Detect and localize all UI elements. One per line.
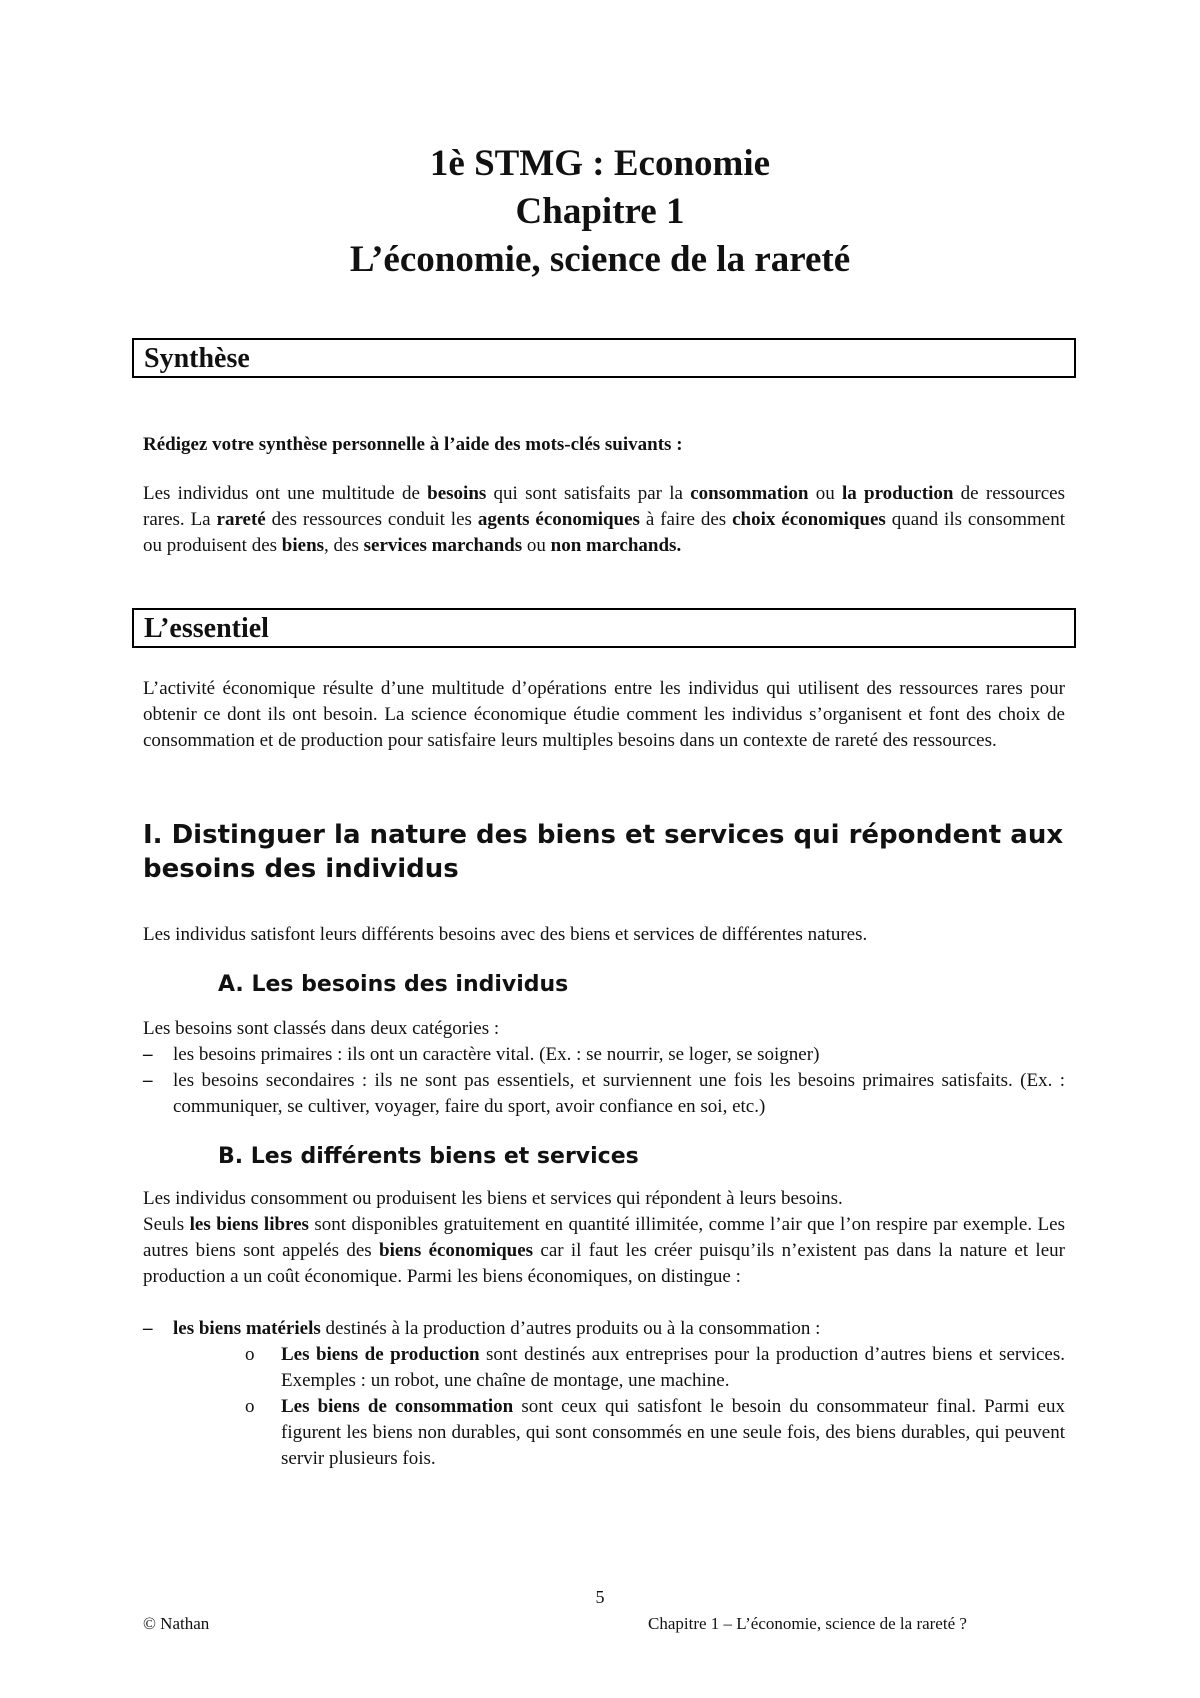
keyword-agents: agents économiques <box>477 509 640 530</box>
section-1-intro: Les individus satisfont leurs différents besoins avec des biens et services de différentes natures. <box>143 924 868 945</box>
circle-bullet: o <box>245 1396 255 1417</box>
keyword-production: la production <box>841 483 954 504</box>
biens-list <box>143 1316 1065 1342</box>
section-b-para-2: Seuls les biens libres sont disponibles gratuitement en quantité illimitée, comme l’air que l’on respire par exemple. Les autres biens sont appelés des biens économiques car il faut les créer puisqu’ils n’existent pas dans la nature et leur production a un coût économique. Parmi les biens économiques, on distingue : <box>143 1214 1065 1287</box>
keyword-biens-libres: les biens libres <box>189 1214 309 1235</box>
biens-sublist <box>245 1342 1065 1472</box>
keyword-biens-production: Les biens de production <box>281 1344 480 1365</box>
essentiel-header-box <box>132 608 1076 648</box>
title-topic: L’économie, science de la rareté <box>349 239 851 280</box>
keyword-services-marchands: services marchands <box>363 535 523 556</box>
dash-bullet: – <box>143 1070 153 1091</box>
section-b-heading: B. Les différents biens et services <box>218 1144 639 1169</box>
list-item: – les besoins primaires : ils ont un caractère vital. (Ex. : se nourrir, se loger, se soigner) <box>143 1042 1065 1068</box>
synthese-header-box <box>132 338 1076 378</box>
keyword-choix: choix économiques <box>732 509 886 530</box>
keyword-biens-economiques: biens économiques <box>379 1240 534 1261</box>
synthese-paragraph: Les individus ont une multitude de besoins qui sont satisfaits par la consommation ou la production de ressources rares. La rareté des ressources conduit les agents économiques à faire des choix économiques quand ils consomment ou produisent des biens, des services marchands ou non marchands. <box>143 483 1065 556</box>
title-chapter: Chapitre 1 <box>515 191 685 232</box>
list-item: – les biens matériels destinés à la production d’autres produits ou à la consommation : <box>143 1316 1065 1342</box>
synthese-heading: Synthèse <box>144 343 250 374</box>
keyword-biens-consommation: Les biens de consommation <box>281 1396 514 1417</box>
title-course: 1è STMG : Economie <box>429 143 771 184</box>
section-a-intro: Les besoins sont classés dans deux catégories : <box>143 1018 500 1039</box>
list-item: – les besoins secondaires : ils ne sont pas essentiels, et surviennent une fois les besoins primaires satisfaits. (Ex. : communiquer, se cultiver, voyager, faire du sport, avoir confiance en soi, etc.) <box>143 1070 1065 1117</box>
essentiel-heading: L’essentiel <box>144 613 269 644</box>
keyword-rarete: rareté <box>216 509 266 530</box>
page-title <box>0 140 1200 284</box>
list-item: o Les biens de consommation sont ceux qui satisfont le besoin du consommateur final. Parmi eux figurent les biens non durables, qui sont consommés en une seule fois, des biens durables, qui peuvent servir plusieurs fois. <box>245 1396 1065 1469</box>
dash-bullet: – <box>143 1318 153 1339</box>
besoins-list <box>143 1042 1065 1120</box>
section-1-heading: I. Distinguer la nature des biens et services qui répondent aux besoins des individus <box>143 820 1064 884</box>
keyword-besoins: besoins <box>427 483 487 504</box>
footer-chapter: Chapitre 1 – L’économie, science de la rareté ? <box>648 1614 967 1633</box>
essentiel-paragraph: L’activité économique résulte d’une multitude d’opérations entre les individus qui utilisent des ressources rares pour obtenir ce dont ils ont besoin. La science économique étudie comment les individus s’organisent et font des choix de consommation et de production pour satisfaire leurs multiples besoins dans un contexte de rareté des ressources. <box>143 678 1065 751</box>
page-number: 5 <box>595 1587 605 1607</box>
circle-bullet: o <box>245 1344 255 1365</box>
keyword-biens-materiels: les biens matériels <box>173 1318 321 1339</box>
footer-publisher: © Nathan <box>143 1614 210 1633</box>
list-item: o Les biens de production sont destinés aux entreprises pour la production d’autres biens et services. Exemples : un robot, une chaîne de montage, une machine. <box>245 1344 1065 1391</box>
keyword-biens: biens <box>281 535 325 556</box>
section-b-para-1: Les individus consomment ou produisent les biens et services qui répondent à leurs besoins. <box>143 1188 843 1209</box>
section-a-heading: A. Les besoins des individus <box>218 972 569 997</box>
dash-bullet: – <box>143 1044 153 1065</box>
synthese-instruction: Rédigez votre synthèse personnelle à l’aide des mots-clés suivants : <box>143 434 683 455</box>
keyword-non-marchands: non marchands. <box>550 535 682 556</box>
keyword-consommation: consommation <box>690 483 809 504</box>
